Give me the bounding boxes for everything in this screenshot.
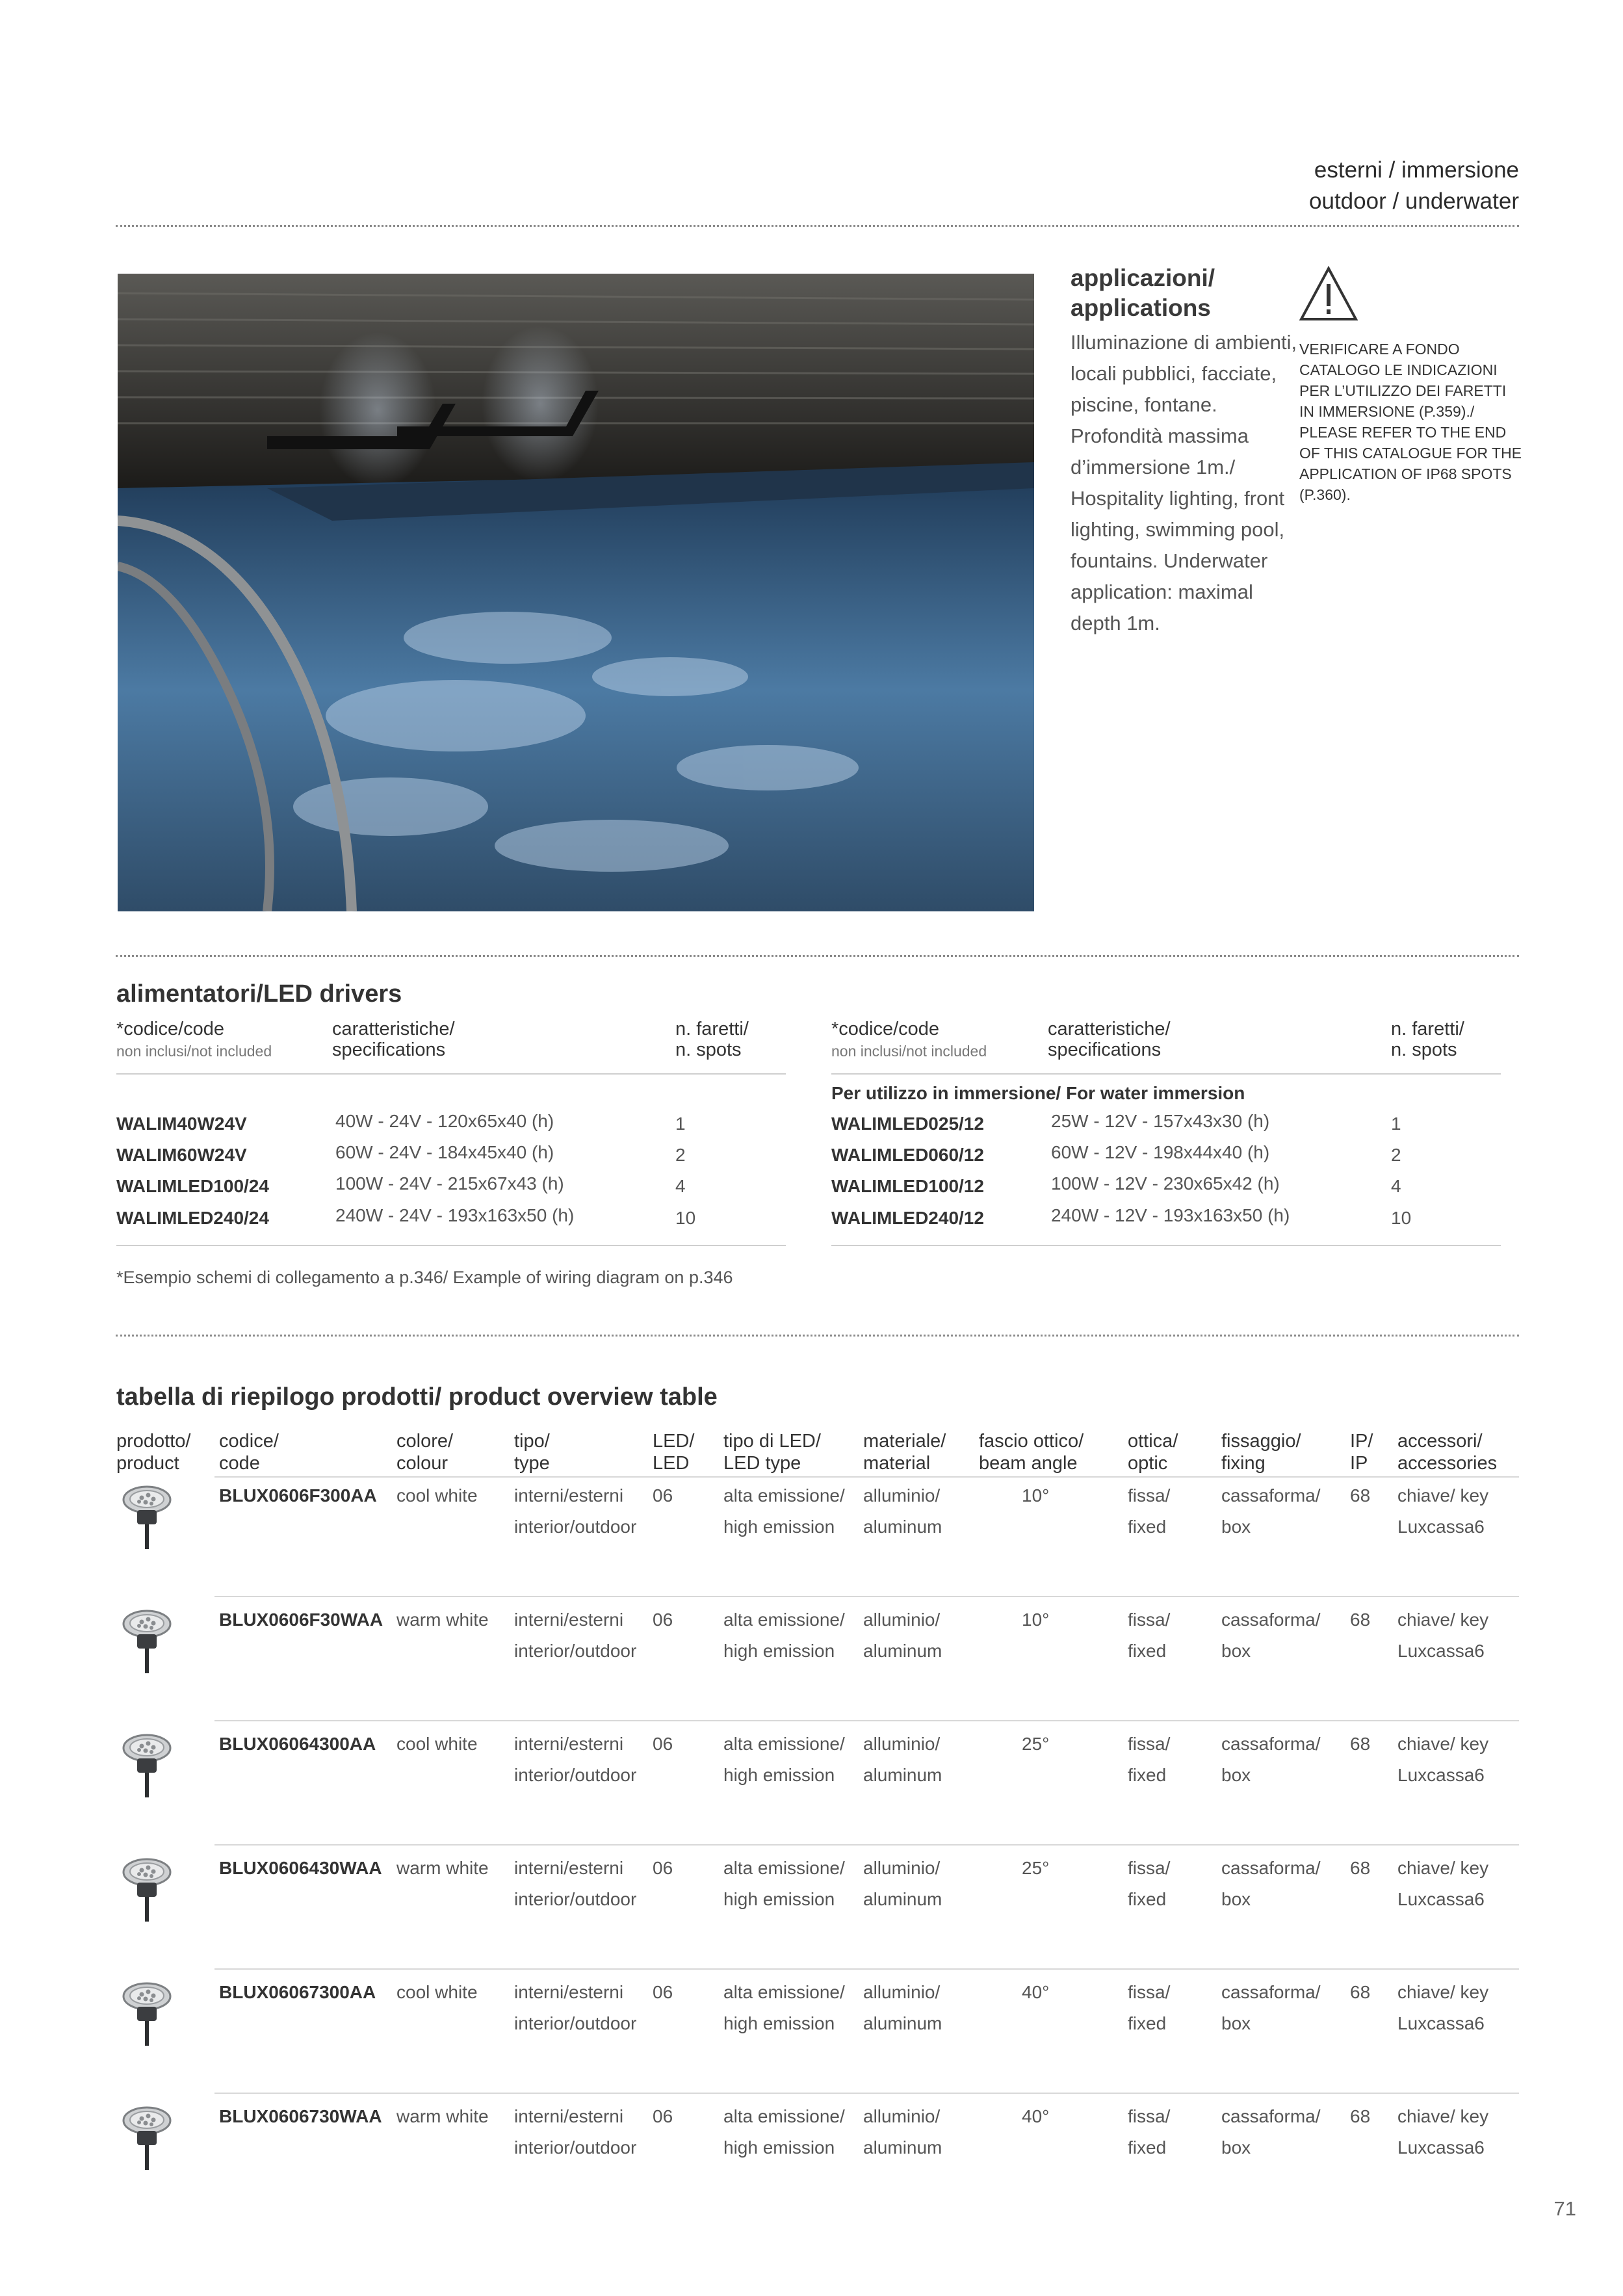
product-led: 06 [653,1858,673,1878]
product-code: BLUX06067300AA [219,1982,376,2002]
overview-col-header-it: materiale/ [863,1431,946,1452]
driver-code: WALIMLED025/12 [831,1114,984,1134]
driver-code: WALIMLED060/12 [831,1145,984,1165]
overview-col-header [514,1430,550,1474]
product-led-type-en: high emission [723,1765,835,1785]
col-code-subheader: non inclusi/not included [831,1043,987,1060]
product-fixing-en: box [1221,2013,1251,2033]
product-optic-en: fixed [1128,1517,1167,1537]
table-rule [116,1245,786,1246]
product-led: 06 [653,1734,673,1754]
product-ip: 68 [1350,1734,1371,1754]
product-colour: warm white [396,1610,489,1630]
product-accessory-name: Luxcassa6 [1397,1889,1485,1909]
product-thumbnail-icon [121,1854,173,1925]
driver-code: WALIMLED100/12 [831,1176,984,1196]
product-code: BLUX0606F30WAA [219,1610,383,1630]
overview-col-header-en: product [116,1453,179,1474]
divider [116,955,1519,957]
warning-note: VERIFICARE A FONDO CATALOGO LE INDICAZIONI PER L’UTILIZZO DEI FARETTI IN IMMERSIONE (P.359)./ PLEASE REFER TO THE END OF THIS CATALOGUE FOR THE APPLICATION OF IP68 SPOTS (P.360). [1299,341,1522,503]
overview-col-header [979,1430,1084,1474]
col-spec-header: caratteristiche/ [332,1019,455,1039]
section-header [1309,155,1519,217]
product-accessory: chiave/ key [1397,1610,1489,1630]
driver-spec: 40W - 24V - 120x65x40 (h) [335,1111,554,1131]
product-led-type-en: high emission [723,1517,835,1537]
overview-col-header [396,1430,453,1474]
product-type-en: interior/outdoor [514,1765,637,1785]
product-material: alluminio/ [863,2106,941,2126]
product-ip: 68 [1350,1858,1371,1878]
product-material: alluminio/ [863,1982,941,2002]
product-material: alluminio/ [863,1485,941,1506]
product-beam-angle: 25° [1022,1858,1050,1878]
product-optic-en: fixed [1128,2137,1167,2158]
col-spec-header-en: specifications [1048,1039,1162,1060]
product-type: interni/esterni [514,1982,624,2002]
product-optic: fissa/ [1128,2106,1171,2126]
product-code: BLUX06064300AA [219,1734,376,1754]
product-led-type: alta emissione/ [723,1858,845,1878]
product-led: 06 [653,2106,673,2126]
col-code-header: *codice/code [831,1019,940,1039]
driver-spec: 60W - 24V - 184x45x40 (h) [335,1142,554,1162]
product-type: interni/esterni [514,2106,624,2126]
driver-code: WALIMLED240/24 [116,1208,269,1228]
overview-col-header [723,1430,821,1474]
product-colour: warm white [396,2106,489,2126]
section-title-en: outdoor / underwater [1309,189,1519,214]
overview-col-header-it: codice/ [219,1431,279,1452]
col-spots-header-en: n. spots [675,1039,742,1060]
overview-col-header [863,1430,946,1474]
pool-photo [118,274,1034,911]
product-thumbnail-icon [121,1730,173,1801]
driver-spec: 25W - 12V - 157x43x30 (h) [1051,1111,1270,1131]
product-fixing-en: box [1221,1641,1251,1661]
overview-col-header [1350,1430,1373,1474]
product-thumbnail-icon [121,1978,173,2050]
divider [116,1335,1519,1337]
product-beam-angle: 40° [1022,2106,1050,2126]
overview-col-header-it: IP/ [1350,1431,1373,1452]
overview-title: tabella di riepilogo prodotti/ product overview table [116,1383,718,1411]
table-rule [116,1073,786,1075]
driver-code: WALIM60W24V [116,1145,247,1165]
overview-col-header-en: LED [653,1453,690,1474]
product-type-en: interior/outdoor [514,1889,637,1909]
product-type-en: interior/outdoor [514,1517,637,1537]
product-material-en: aluminum [863,2137,942,2158]
product-material-en: aluminum [863,1517,942,1537]
overview-col-header [1221,1430,1301,1474]
overview-col-header-en: code [219,1453,260,1474]
product-code: BLUX0606430WAA [219,1858,382,1878]
product-thumbnail-icon [121,1606,173,1677]
col-spots-header: n. faretti/ [675,1019,749,1039]
product-ip: 68 [1350,1485,1371,1506]
product-fixing: cassaforma/ [1221,1734,1321,1754]
page-number: 71 [1553,2197,1576,2220]
product-led-type-en: high emission [723,2013,835,2033]
product-led-type-en: high emission [723,1641,835,1661]
divider [116,225,1519,227]
driver-spots: 4 [675,1176,686,1196]
product-accessory: chiave/ key [1397,2106,1489,2126]
overview-col-header-en: IP [1350,1453,1368,1474]
overview-col-header [653,1430,694,1474]
table-rule [214,1968,1519,1970]
overview-col-header-it: colore/ [396,1431,454,1452]
table-rule [214,2093,1519,2094]
product-optic: fissa/ [1128,1734,1171,1754]
overview-col-header-en: beam angle [979,1453,1078,1474]
driver-spots: 1 [675,1114,686,1134]
product-material-en: aluminum [863,2013,942,2033]
driver-spec: 100W - 24V - 215x67x43 (h) [335,1173,564,1194]
overview-col-header-it: prodotto/ [116,1431,191,1452]
table-rule [214,1720,1519,1721]
warning-triangle-icon [1299,266,1358,322]
product-colour: warm white [396,1858,489,1878]
product-accessory-name: Luxcassa6 [1397,2013,1485,2033]
overview-col-header-it: accessori/ [1397,1431,1483,1452]
applications-title: applicazioni/ applications [1071,265,1215,321]
driver-code: WALIMLED240/12 [831,1208,984,1228]
product-led: 06 [653,1610,673,1630]
product-fixing: cassaforma/ [1221,1485,1321,1506]
col-code-subheader: non inclusi/not included [116,1043,272,1060]
product-accessory-name: Luxcassa6 [1397,1641,1485,1661]
product-fixing-en: box [1221,1889,1251,1909]
product-ip: 68 [1350,1982,1371,2002]
table-rule [214,1596,1519,1597]
product-ip: 68 [1350,1610,1371,1630]
driver-spec: 60W - 12V - 198x44x40 (h) [1051,1142,1270,1162]
product-material: alluminio/ [863,1858,941,1878]
product-fixing-en: box [1221,1517,1251,1537]
product-fixing: cassaforma/ [1221,1610,1321,1630]
product-material-en: aluminum [863,1641,942,1661]
overview-col-header-en: type [514,1453,550,1474]
col-spec-header: caratteristiche/ [1048,1019,1171,1039]
driver-spots: 10 [675,1208,696,1228]
product-type-en: interior/outdoor [514,2137,637,2158]
overview-col-header-it: fascio ottico/ [979,1431,1084,1452]
product-optic-en: fixed [1128,2013,1167,2033]
product-beam-angle: 40° [1022,1982,1050,2002]
driver-code: WALIM40W24V [116,1114,247,1134]
wiring-note: *Esempio schemi di collegamento a p.346/ Example of wiring diagram on p.346 [116,1268,733,1287]
immersion-caption: Per utilizzo in immersione/ For water immersion [831,1083,1245,1103]
col-spots-header: n. faretti/ [1391,1019,1464,1039]
product-type: interni/esterni [514,1610,624,1630]
driver-spots: 2 [675,1145,686,1165]
product-optic-en: fixed [1128,1889,1167,1909]
product-led-type-en: high emission [723,1889,835,1909]
overview-col-header [116,1430,190,1474]
product-beam-angle: 25° [1022,1734,1050,1754]
product-optic: fissa/ [1128,1982,1171,2002]
product-code: BLUX0606730WAA [219,2106,382,2126]
product-accessory-name: Luxcassa6 [1397,1765,1485,1785]
product-material: alluminio/ [863,1734,941,1754]
product-led-type: alta emissione/ [723,1982,845,2002]
overview-col-header [219,1430,279,1474]
table-rule [831,1245,1501,1246]
table-rule [831,1073,1501,1075]
overview-col-header-it: ottica/ [1128,1431,1178,1452]
product-optic: fissa/ [1128,1485,1171,1506]
product-led-type: alta emissione/ [723,2106,845,2126]
product-beam-angle: 10° [1022,1485,1050,1506]
product-material-en: aluminum [863,1765,942,1785]
product-accessory: chiave/ key [1397,1734,1489,1754]
product-colour: cool white [396,1485,478,1506]
overview-col-header-en: optic [1128,1453,1168,1474]
driver-spec: 240W - 12V - 193x163x50 (h) [1051,1205,1290,1225]
product-accessory-name: Luxcassa6 [1397,1517,1485,1537]
product-optic-en: fixed [1128,1641,1167,1661]
product-code: BLUX0606F300AA [219,1485,377,1506]
product-led-type: alta emissione/ [723,1734,845,1754]
drivers-title: alimentatori/LED drivers [116,980,402,1008]
col-code-header: *codice/code [116,1019,225,1039]
product-accessory: chiave/ key [1397,1858,1489,1878]
overview-col-header [1128,1430,1178,1474]
product-fixing-en: box [1221,2137,1251,2158]
overview-col-header-en: LED type [723,1453,801,1474]
overview-col-header-it: tipo/ [514,1431,550,1452]
table-rule [214,1476,1519,1478]
overview-col-header-en: colour [396,1453,448,1474]
overview-col-header-it: LED/ [653,1431,695,1452]
product-type-en: interior/outdoor [514,1641,637,1661]
product-optic: fissa/ [1128,1858,1171,1878]
overview-col-header-it: tipo di LED/ [723,1431,821,1452]
overview-col-header-en: fixing [1221,1453,1266,1474]
product-colour: cool white [396,1734,478,1754]
product-led-type: alta emissione/ [723,1485,845,1506]
product-fixing: cassaforma/ [1221,2106,1321,2126]
product-fixing-en: box [1221,1765,1251,1785]
product-material-en: aluminum [863,1889,942,1909]
product-optic: fissa/ [1128,1610,1171,1630]
product-led-type: alta emissione/ [723,1610,845,1630]
product-led: 06 [653,1982,673,2002]
product-accessory-name: Luxcassa6 [1397,2137,1485,2158]
driver-spec: 240W - 24V - 193x163x50 (h) [335,1205,575,1225]
product-beam-angle: 10° [1022,1610,1050,1630]
driver-code: WALIMLED100/24 [116,1176,269,1196]
product-led: 06 [653,1485,673,1506]
driver-spots: 2 [1391,1145,1401,1165]
section-title-it: esterni / immersione [1314,157,1519,183]
overview-col-header [1397,1430,1497,1474]
product-thumbnail-icon [121,2102,173,2174]
applications-text: Illuminazione di ambienti, locali pubblici, facciate, piscine, fontane. Profondità massima d’immersione 1m./ Hospitality lighting, front lighting, swimming pool, fountains. Underwater application: maximal depth 1m. [1071,331,1297,634]
product-type: interni/esterni [514,1858,624,1878]
table-rule [214,1844,1519,1846]
product-optic-en: fixed [1128,1765,1167,1785]
product-type: interni/esterni [514,1734,624,1754]
product-accessory: chiave/ key [1397,1485,1489,1506]
driver-spots: 10 [1391,1208,1412,1228]
product-fixing: cassaforma/ [1221,1858,1321,1878]
product-led-type-en: high emission [723,2137,835,2158]
overview-col-header-it: fissaggio/ [1221,1431,1301,1452]
product-accessory: chiave/ key [1397,1982,1489,2002]
product-fixing: cassaforma/ [1221,1982,1321,2002]
driver-spots: 4 [1391,1176,1401,1196]
driver-spec: 100W - 12V - 230x65x42 (h) [1051,1173,1280,1194]
product-thumbnail-icon [121,1481,173,1553]
col-spots-header-en: n. spots [1391,1039,1457,1060]
driver-spots: 1 [1391,1114,1401,1134]
col-spec-header-en: specifications [332,1039,446,1060]
overview-col-header-en: accessories [1397,1453,1498,1474]
product-colour: cool white [396,1982,478,2002]
product-material: alluminio/ [863,1610,941,1630]
overview-col-header-en: material [863,1453,931,1474]
product-ip: 68 [1350,2106,1371,2126]
product-type-en: interior/outdoor [514,2013,637,2033]
product-type: interni/esterni [514,1485,624,1506]
